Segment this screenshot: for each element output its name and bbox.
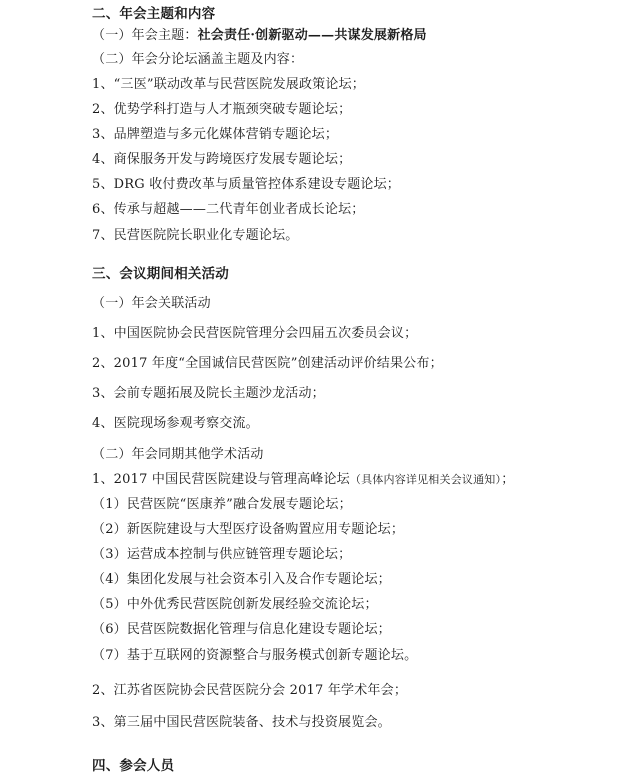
- subsection-title-academic: （二）年会同期其他学术活动: [92, 447, 264, 462]
- summit-item: （6）民营医院数据化管理与信息化建设专题论坛；: [92, 622, 391, 637]
- summit-title: 1、2017 中国民营医院建设与管理高峰论坛: [92, 472, 350, 487]
- forum-intro: （二）年会分论坛涵盖主题及内容：: [92, 52, 304, 67]
- subsection-title-related: （一）年会关联活动: [92, 296, 211, 311]
- forum-item: 2、优势学科打造与人才瓶颈突破专题论坛；: [92, 102, 352, 117]
- forum-item: 4、商保服务开发与跨境医疗发展专题论坛；: [92, 152, 352, 167]
- summit-item: （7）基于互联网的资源整合与服务模式创新专题论坛。: [92, 648, 418, 663]
- summit-line: [92, 471, 514, 489]
- summit-note: （具体内容详见相关会议通知）: [349, 473, 502, 486]
- related-item: 2、2017 年度“全国诚信民营医院”创建活动评价结果公布；: [92, 356, 443, 371]
- forum-item: 6、传承与超越——二代青年创业者成长论坛；: [92, 202, 365, 217]
- forum-item: 7、民营医院院长职业化专题论坛。: [92, 228, 299, 243]
- summit-item: （3）运营成本控制与供应链管理专题论坛；: [92, 547, 352, 562]
- section-heading-attendees: 四、参会人员: [92, 758, 175, 774]
- section-heading-theme: 二、年会主题和内容: [92, 6, 216, 22]
- forum-item: 1、“三医”联动改革与民营医院发展政策论坛；: [92, 77, 365, 92]
- related-item: 1、中国医院协会民营医院管理分会四届五次委员会议；: [92, 326, 418, 341]
- other-activity-item: 3、第三届中国民营医院装备、技术与投资展览会。: [92, 715, 391, 730]
- forum-item: 5、DRG 收付费改革与质量管控体系建设专题论坛；: [92, 177, 400, 192]
- theme-line: [92, 27, 427, 45]
- summit-item: （1）民营医院“医康养”融合发展专题论坛；: [92, 497, 352, 512]
- summit-item: （2）新医院建设与大型医疗设备购置应用专题论坛；: [92, 522, 405, 537]
- summit-item: （5）中外优秀民营医院创新发展经验交流论坛；: [92, 597, 378, 612]
- forum-item: 3、品牌塑造与多元化媒体营销专题论坛；: [92, 127, 339, 142]
- other-activity-item: 2、江苏省医院协会民营医院分会 2017 年学术年会；: [92, 683, 408, 698]
- section-heading-activities: 三、会议期间相关活动: [92, 266, 229, 282]
- summit-item: （4）集团化发展与社会资本引入及合作专题论坛；: [92, 572, 391, 587]
- related-item: 4、医院现场参观考察交流。: [92, 416, 259, 431]
- summit-end: ；: [501, 472, 515, 487]
- related-item: 3、会前专题拓展及院长主题沙龙活动；: [92, 386, 325, 401]
- theme-value: 社会责任·创新驱动——共谋发展新格局: [197, 28, 427, 43]
- theme-label: （一）年会主题：: [92, 28, 198, 43]
